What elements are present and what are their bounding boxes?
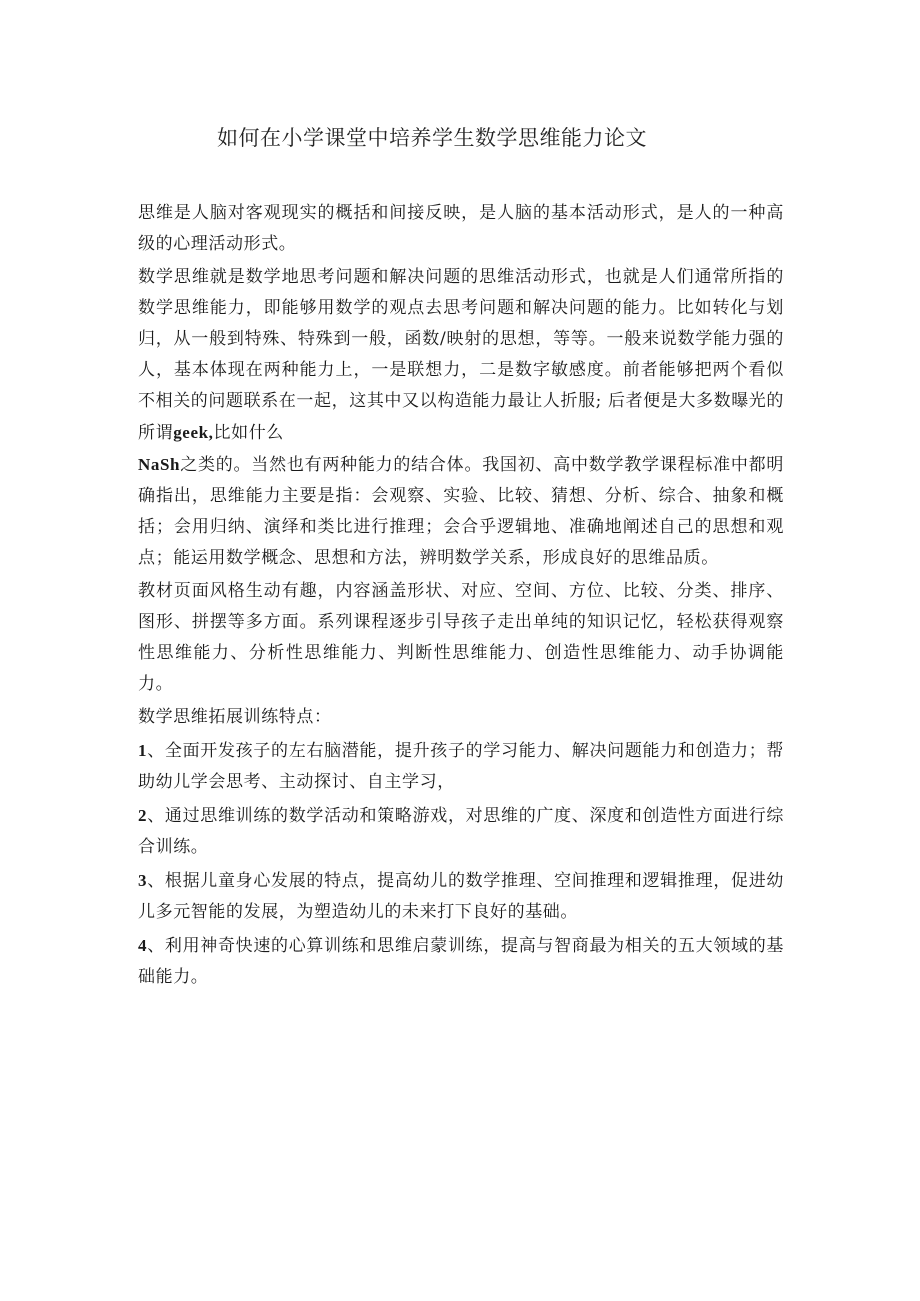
feature-item-1 bbox=[138, 735, 784, 798]
feature-number: 3 bbox=[138, 871, 148, 890]
feature-number: 4 bbox=[138, 936, 148, 955]
paragraph-math-thinking-part-c: 之类的。当然也有两种能力的结合体。我国初、高中数学教学课程标准中都明确指出，思维能力主要是指：会观察、实验、比较、猜想、分析、综合、抽象和概括；会用归纳、演绎和类比进行推理；会合乎逻辑地、准确地阐述自己的思想和观点；能运用数学概念、思想和方法，辨明数学关系，形成良好的思维品质。 bbox=[138, 455, 784, 568]
feature-number: 2 bbox=[138, 806, 148, 825]
feature-text: 、利用神奇快速的心算训练和思维启蒙训练，提高与智商最为相关的五大领域的基础能力。 bbox=[138, 936, 784, 987]
geek-term: geek, bbox=[173, 423, 214, 442]
paragraph-textbook: 教材页面风格生动有趣，内容涵盖形状、对应、空间、方位、比较、分类、排序、图形、拼摆等多方面。系列课程逐步引导孩子走出单纯的知识记忆，轻松获得观察性思维能力、分析性思维能力、判断性思维能力、创造性思维能力、动手协调能力。 bbox=[138, 581, 784, 694]
feature-text: 、根据儿童身心发展的特点，提高幼儿的数学推理、空间推理和逻辑推理，促进幼儿多元智能的发展，为塑造幼儿的未来打下良好的基础。 bbox=[138, 871, 784, 922]
feature-item-4 bbox=[138, 930, 784, 993]
feature-item-3 bbox=[138, 865, 784, 928]
paragraph-math-thinking-part-b: 比如什么 bbox=[213, 423, 284, 443]
document-body bbox=[138, 198, 784, 993]
feature-text: 、通过思维训练的数学活动和策略游戏，对思维的广度、深度和创造性方面进行综合训练。 bbox=[138, 806, 784, 857]
feature-number: 1 bbox=[138, 741, 148, 760]
feature-text: 、全面开发孩子的左右脑潜能，提升孩子的学习能力、解决问题能力和创造力；帮助幼儿学会思考、主动探讨、自主学习， bbox=[138, 741, 784, 792]
nash-term: NaSh bbox=[138, 455, 181, 474]
paragraph-math-thinking bbox=[138, 262, 784, 574]
document-title: 如何在小学课堂中培养学生数学思维能力论文 bbox=[217, 126, 647, 150]
features-heading: 数学思维拓展训练特点： bbox=[138, 707, 332, 727]
paragraph-math-thinking-part-a: 数学思维就是数学地思考问题和解决问题的思维活动形式，也就是人们通常所指的数学思维能力，即能够用数学的观点去思考问题和解决问题的能力。比如转化与划归，从一般到特殊、特殊到一般，函数/映射的思想，等等。一般来说数学能力强的人，基本体现在两种能力上，一是联想力，二是数字敏感度。前者能够把两个看似不相关的问题联系在一起，这其中又以构造能力最让人折服; 后者便是大多数曝光的所谓 bbox=[138, 267, 784, 443]
feature-item-2 bbox=[138, 800, 784, 863]
paragraph-definition: 思维是人脑对客观现实的概括和间接反映，是人脑的基本活动形式，是人的一种高级的心理活动形式。 bbox=[138, 203, 784, 254]
